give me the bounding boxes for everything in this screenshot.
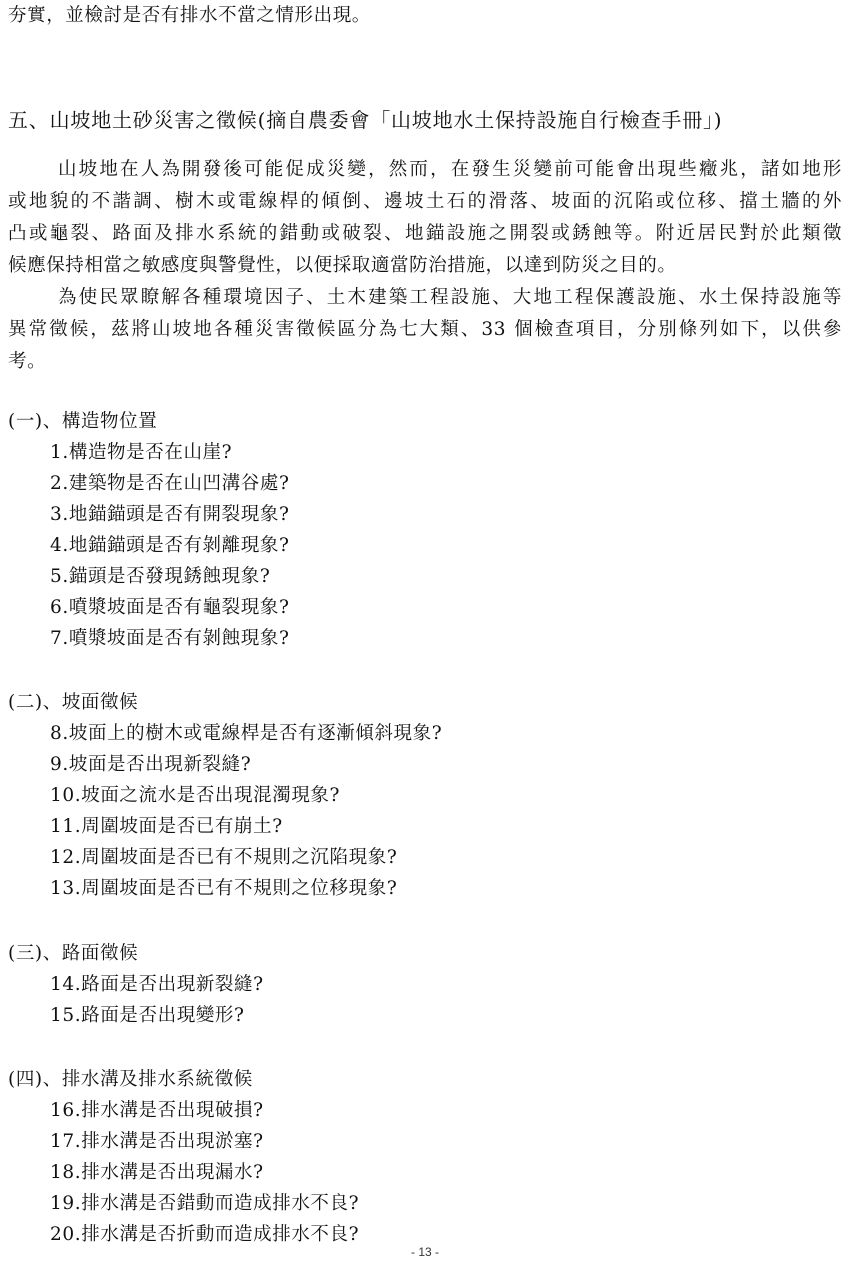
paragraph1-line: 凸或龜裂、路面及排水系統的錯動或破裂、地錨設施之開裂或銹蝕等。附近居民對於此類徵 <box>8 223 842 244</box>
checklist-item: 17.排水溝是否出現淤塞? <box>50 1131 264 1152</box>
checklist-item: 15.路面是否出現變形? <box>50 1005 245 1026</box>
checklist-item: 2.建築物是否在山凹溝谷處? <box>50 473 290 494</box>
page-number: - 13 - <box>410 1245 439 1259</box>
section-heading: 五、山坡地土砂災害之徵候(摘自農委會「山坡地水土保持設施自行檢查手冊」) <box>8 108 723 132</box>
checklist-item: 14.路面是否出現新裂縫? <box>50 974 264 995</box>
checklist-item: 9.坡面是否出現新裂縫? <box>50 754 252 775</box>
checklist-item: 5.錨頭是否發現銹蝕現象? <box>50 566 271 587</box>
paragraph1-line: 或地貌的不諧調、樹木或電線桿的傾倒、邊坡土石的滑落、坡面的沉陷或位移、擋土牆的外 <box>8 191 842 212</box>
checklist-item: 12.周圍坡面是否已有不規則之沉陷現象? <box>50 847 398 868</box>
checklist-item: 10.坡面之流水是否出現混濁現象? <box>50 785 341 806</box>
checklist-item: 16.排水溝是否出現破損? <box>50 1100 264 1121</box>
paragraph2-line: 考。 <box>8 351 47 372</box>
section-title: (三)、路面徵候 <box>8 943 139 964</box>
paragraph1-line: 山坡地在人為開發後可能促成災變，然而，在發生災變前可能會出現些癥兆，諸如地形 <box>58 159 842 180</box>
section-title: (二)、坡面徵候 <box>8 692 139 713</box>
section-title: (四)、排水溝及排水系統徵候 <box>8 1069 253 1090</box>
checklist-item: 13.周圍坡面是否已有不規則之位移現象? <box>50 878 398 899</box>
checklist-item: 4.地錨錨頭是否有剝離現象? <box>50 535 290 556</box>
checklist-item: 1.構造物是否在山崖? <box>50 442 233 463</box>
paragraph2-line: 異常徵候，茲將山坡地各種災害徵候區分為七大類、33 個檢查項目，分別條列如下，以供參 <box>8 319 842 340</box>
checklist-item: 3.地錨錨頭是否有開裂現象? <box>50 504 290 525</box>
checklist-item: 11.周圍坡面是否已有崩土? <box>50 816 283 837</box>
paragraph1-line: 候應保持相當之敏感度與警覺性，以便採取適當防治措施，以達到防災之目的。 <box>8 255 677 276</box>
checklist-item: 20.排水溝是否折動而造成排水不良? <box>50 1224 360 1245</box>
continuation-line: 夯實，並檢討是否有排水不當之情形出現。 <box>8 5 371 26</box>
section-title: (一)、構造物位置 <box>8 411 158 432</box>
checklist-item: 8.坡面上的樹木或電線桿是否有逐漸傾斜現象? <box>50 723 443 744</box>
checklist-item: 19.排水溝是否錯動而造成排水不良? <box>50 1193 360 1214</box>
paragraph2-line: 為使民眾瞭解各種環境因子、土木建築工程設施、大地工程保護設施、水土保持設施等 <box>58 287 842 308</box>
checklist-item: 6.噴漿坡面是否有龜裂現象? <box>50 597 290 618</box>
checklist-item: 7.噴漿坡面是否有剝蝕現象? <box>50 628 290 649</box>
checklist-item: 18.排水溝是否出現漏水? <box>50 1162 264 1183</box>
